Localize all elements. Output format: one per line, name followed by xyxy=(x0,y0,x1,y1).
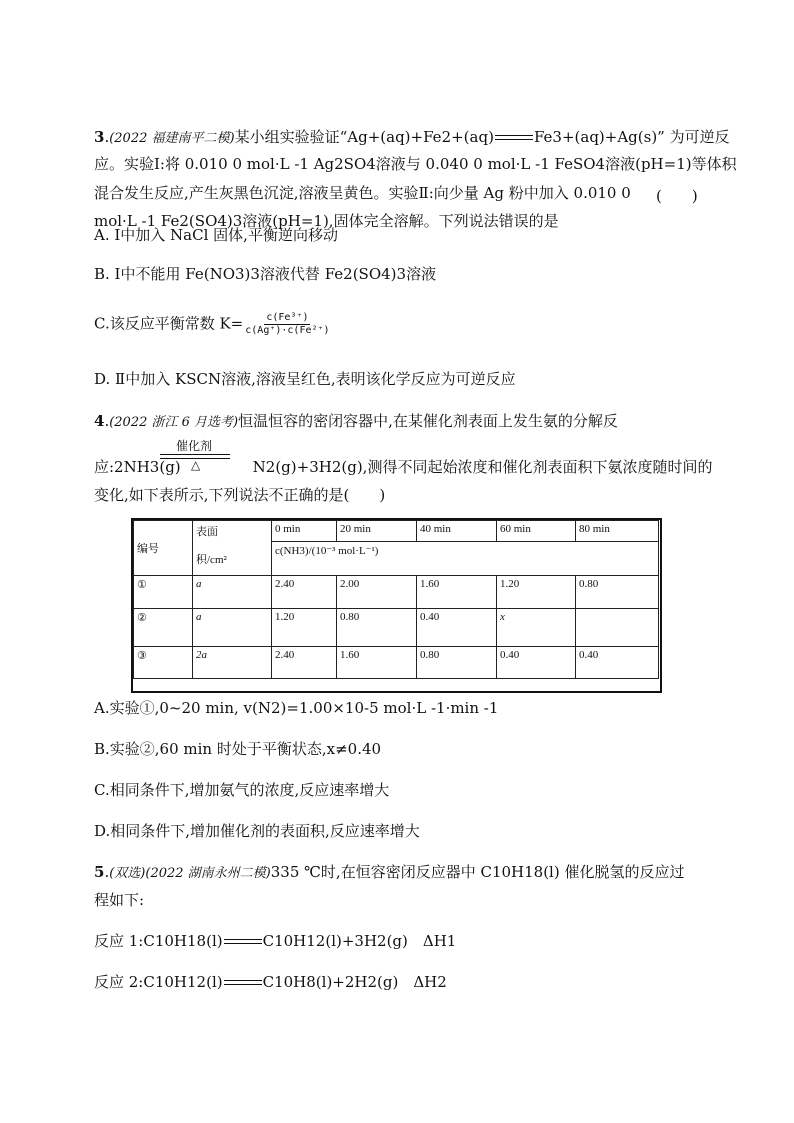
q3-line1: 3.(2022 福建南平二模)某小组实验验证“Ag+(aq)+Fe2+(aq) Fe3+(aq)+Ag(s)” 为可逆反 xyxy=(94,128,730,146)
equilibrium-constant-fraction: $\frac{\text{c(Fe³⁺)}}{\text{c(Ag⁺)·c(Fe²⁺)}}$ xyxy=(245,312,330,336)
q4-option-c: C.相同条件下,增加氨气的浓度,反应速率增大 xyxy=(94,781,390,799)
ammonia-data-table xyxy=(133,520,659,679)
equilibrium-arrow-icon xyxy=(224,937,262,947)
q3-line4: mol·L -1 Fe2(SO4)3溶液(pH=1),固体完全溶解。下列说法错误的是 xyxy=(94,212,559,230)
q4-option-a: A.实验①,0~20 min, v(N2)=1.00×10-5 mol·L -1·min -1 xyxy=(94,699,499,717)
q4-option-d: D.相同条件下,增加催化剂的表面积,反应速率增大 xyxy=(94,822,420,840)
table-header-time: 80 min xyxy=(576,521,659,542)
catalyst-label: 催化剂 xyxy=(176,439,213,453)
q3-source: (2022 福建南平二模) xyxy=(109,131,235,146)
q3-option-a: A. Ⅰ中加入 NaCl 固体,平衡逆向移动 xyxy=(94,226,338,244)
q5-reaction-1: 反应 1:C10H18(l) C10H12(l)+3H2(g) ΔH1 xyxy=(94,932,457,950)
q3-number: 3 xyxy=(94,128,105,146)
q4-number: 4 xyxy=(94,412,105,430)
q3-line3: 混合发生反应,产生灰黑色沉淀,溶液呈黄色。实验Ⅱ:向少量 Ag 粉中加入 0.010 0 xyxy=(94,184,631,202)
q4-line3: 变化,如下表所示,下列说法不正确的是( ) xyxy=(94,486,386,504)
table-header-area: 表面 积/cm² xyxy=(193,521,272,576)
table-header-time: 40 min xyxy=(417,521,497,542)
q4-option-b: B.实验②,60 min 时处于平衡状态,x≠0.40 xyxy=(94,740,382,758)
table-row: ① a 2.40 2.00 1.60 1.20 0.80 xyxy=(134,576,659,609)
q3-answer-paren: ( ) xyxy=(656,187,698,205)
q5-line2: 程如下: xyxy=(94,891,145,909)
q5-tag: (双选) xyxy=(109,866,146,881)
q4-line2: 应:2NH3(g) N2(g)+3H2(g),测得不同起始浓度和催化剂表面积下氨浓度随时间的 xyxy=(94,458,713,476)
q3-option-c: C.该反应平衡常数 K= $\frac{\text{c(Fe³⁺)}}{\text{c(Ag⁺)·c(Fe²⁺)}}$ xyxy=(94,312,330,336)
q3-line2: 应。实验Ⅰ:将 0.010 0 mol·L -1 Ag2SO4溶液与 0.040 0 mol·L -1 FeSO4溶液(pH=1)等体积 xyxy=(94,155,737,173)
table-header-unit: c(NH3)/(10⁻³ mol·L⁻¹) xyxy=(272,542,659,576)
table-row: ② a 1.20 0.80 0.40 x xyxy=(134,609,659,647)
table-header-time: 20 min xyxy=(337,521,417,542)
table-row: ③ 2a 2.40 1.60 0.80 0.40 0.40 xyxy=(134,647,659,679)
equilibrium-arrow-icon xyxy=(224,978,262,988)
q5-line1: 5.(双选)(2022 湖南永州二模)335 ℃时,在恒容密闭反应器中 C10H18(l) 催化脱氢的反应过 xyxy=(94,863,685,881)
q3-option-d: D. Ⅱ中加入 KSCN溶液,溶液呈红色,表明该化学反应为可逆反应 xyxy=(94,370,516,388)
heat-delta-icon: △ xyxy=(191,458,201,472)
table-header-time: 60 min xyxy=(497,521,576,542)
table-header-id: 编号 xyxy=(134,521,193,576)
equilibrium-arrow-icon xyxy=(495,133,533,143)
q5-source: (2022 湖南永州二模) xyxy=(145,866,271,881)
q5-number: 5 xyxy=(94,863,105,881)
table-header-time: 0 min xyxy=(272,521,337,542)
q3-option-b: B. Ⅰ中不能用 Fe(NO3)3溶液代替 Fe2(SO4)3溶液 xyxy=(94,265,437,283)
q5-reaction-2: 反应 2:C10H12(l) C10H8(l)+2H2(g) ΔH2 xyxy=(94,973,447,991)
q4-source: (2022 浙江 6 月选考) xyxy=(109,415,239,430)
q4-line1: 4.(2022 浙江 6 月选考)恒温恒容的密闭容器中,在某催化剂表面上发生氨的分解反 xyxy=(94,412,618,430)
